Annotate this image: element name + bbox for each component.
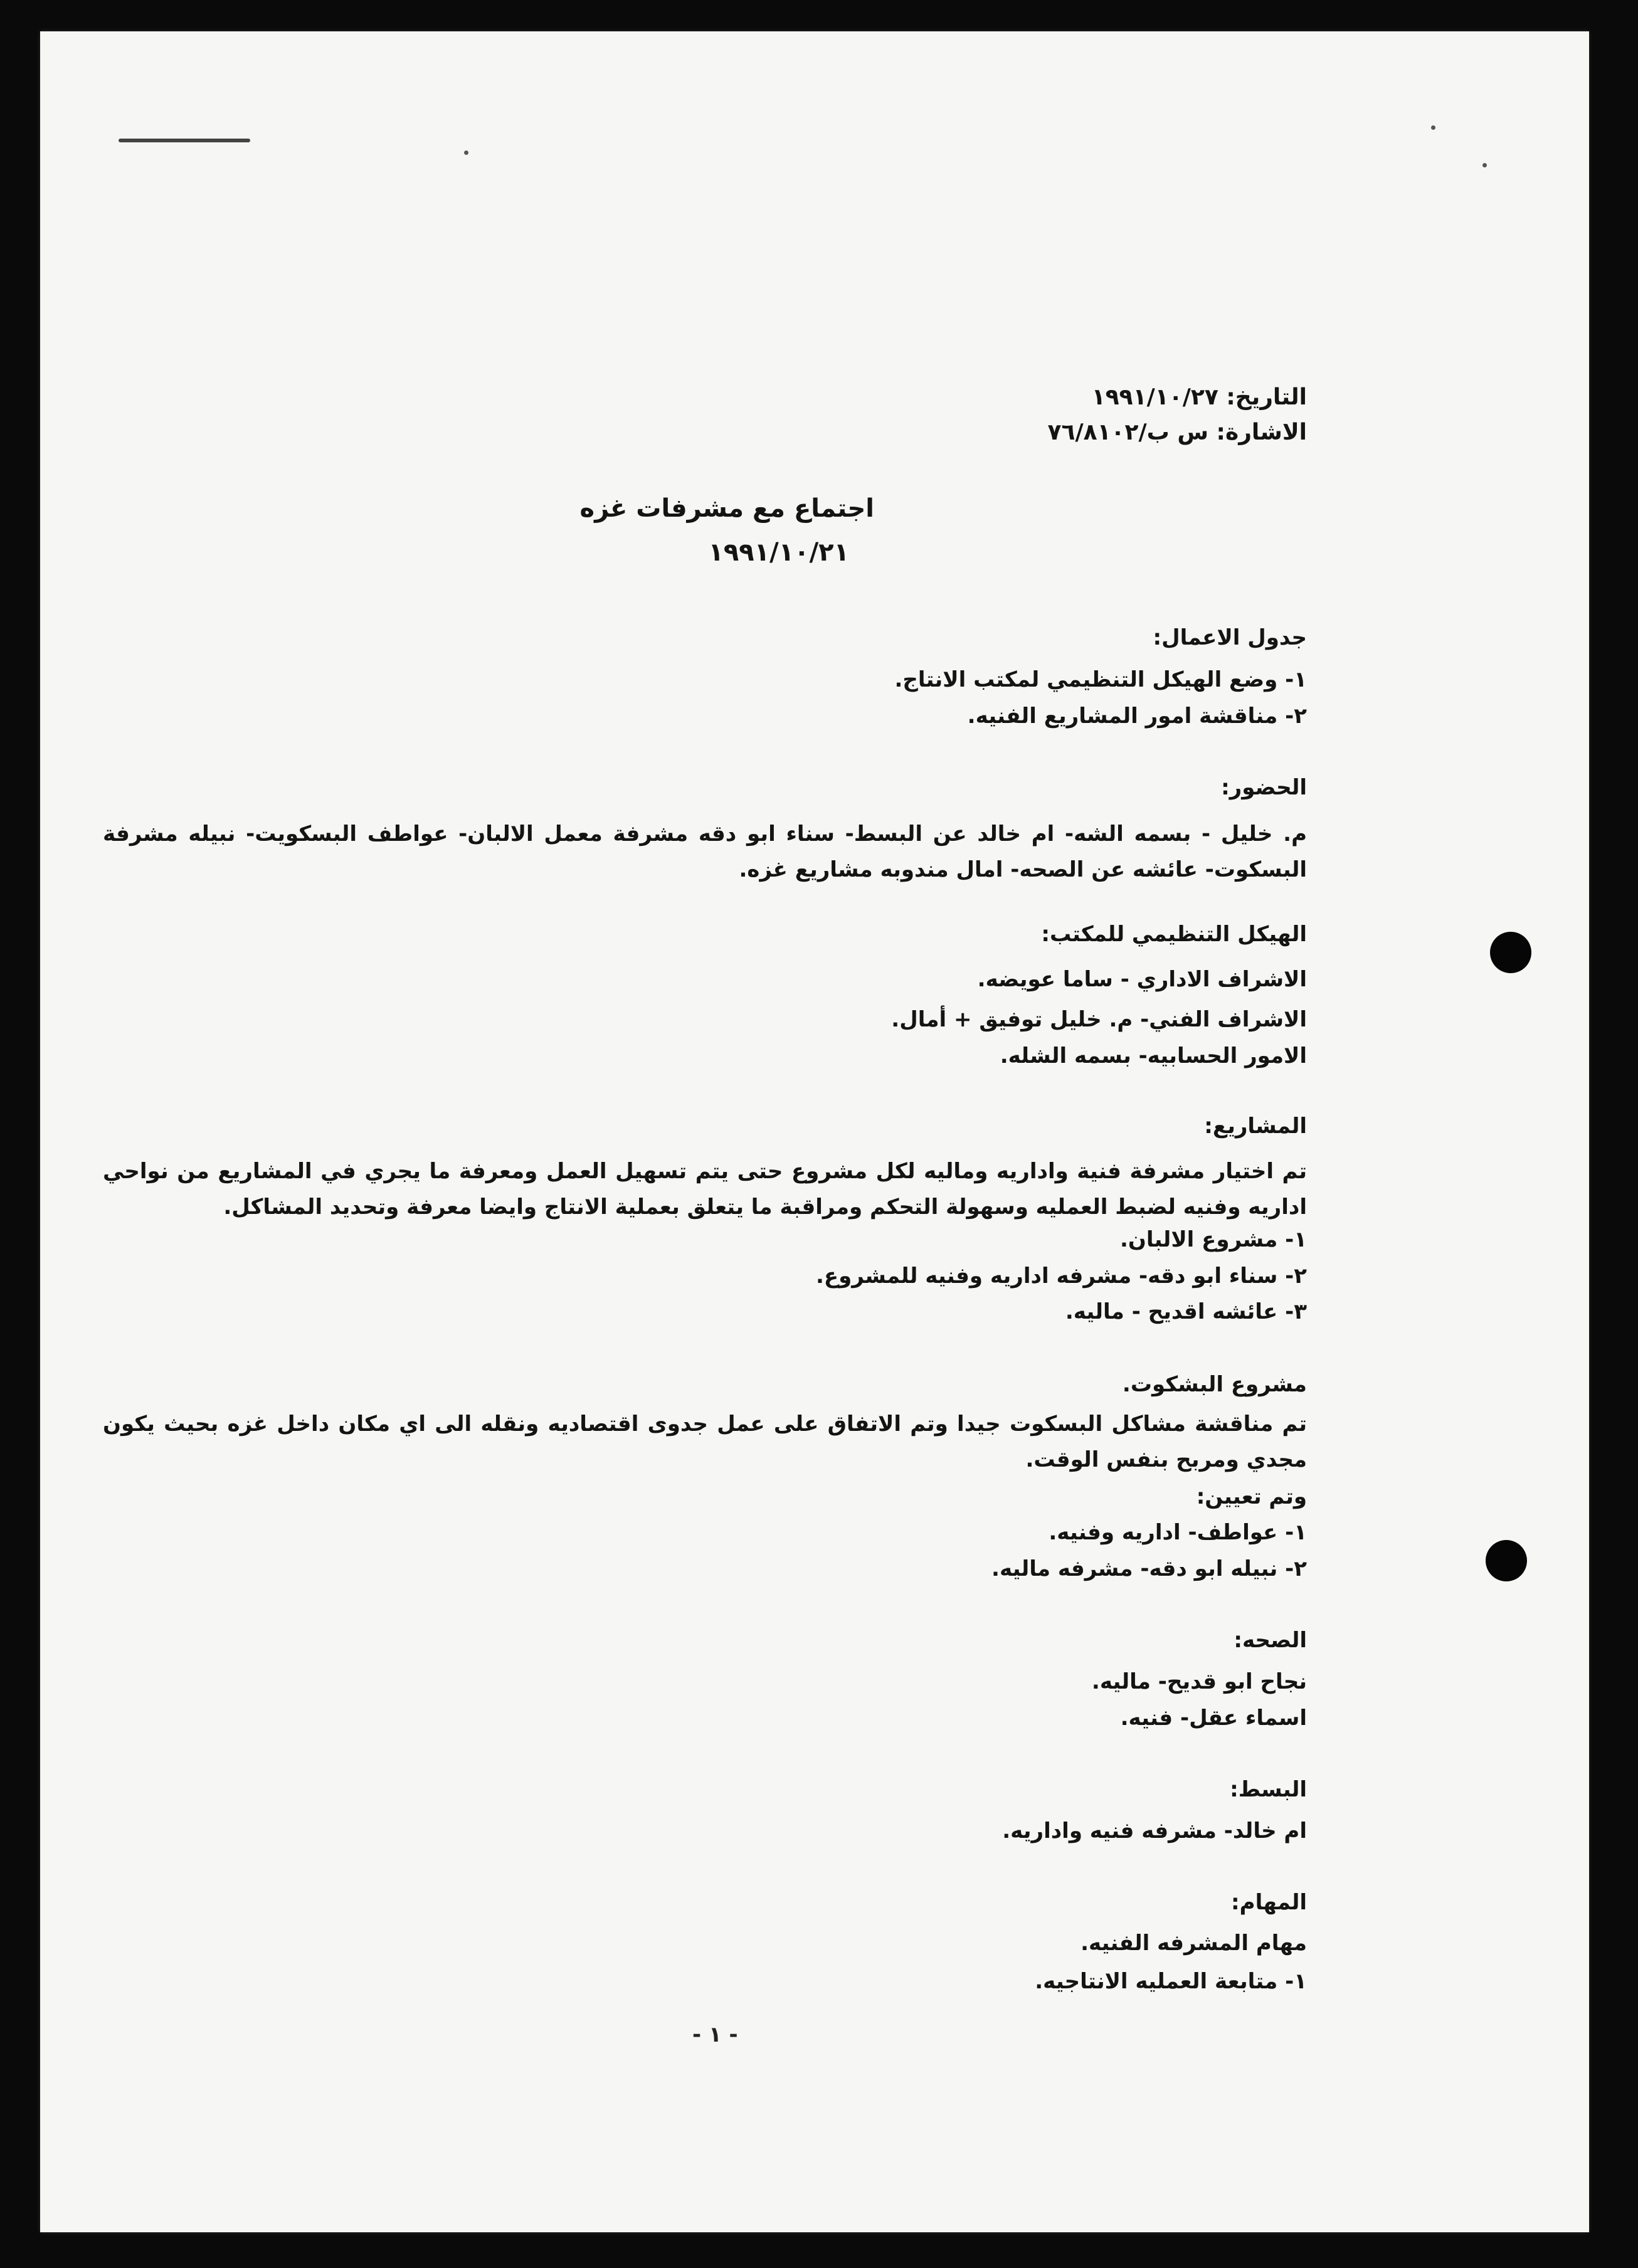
biscuit-heading: مشروع البشكوت. (1122, 1372, 1307, 1397)
speck (1482, 163, 1487, 167)
structure-item: الامور الحسابيه- بسمه الشله. (1000, 1043, 1307, 1068)
meeting-date: ١٩٩١/١٠/٢١ (708, 538, 849, 567)
pen-mark (119, 139, 250, 142)
health-item: نجاح ابو قديح- ماليه. (1091, 1669, 1307, 1694)
page-number: - ١ - (692, 2022, 738, 2047)
structure-item: الاشراف الاداري - ساما عويضه. (977, 967, 1307, 992)
health-heading: الصحه: (1234, 1628, 1307, 1653)
projects-heading: المشاريع: (1204, 1114, 1307, 1139)
punch-hole (1486, 1540, 1527, 1581)
agenda-item: ٢- مناقشة امور المشاريع الفنيه. (967, 704, 1307, 729)
agenda-item: ١- وضع الهيكل التنظيمي لمكتب الانتاج. (894, 667, 1307, 692)
carpet-heading: البسط: (1230, 1777, 1307, 1802)
tasks-item: مهام المشرفه الفنيه. (1081, 1931, 1307, 1956)
tasks-heading: المهام: (1231, 1890, 1307, 1915)
projects-item: ٢- سناء ابو دقه- مشرفه اداريه وفنيه للمشروع. (815, 1263, 1307, 1289)
agenda-heading: جدول الاعمال: (1153, 625, 1307, 650)
attendance-text: م. خليل - بسمه الشه- ام خالد عن البسط- سناء ابو دقه مشرفة معمل الالبان- عواطف البسكويت- نبيله مشرفة البسكوت- عائشه عن الصحه- امال مندوبه مشاريع غزه. (103, 821, 1307, 882)
attendance-heading: الحضور: (1221, 775, 1307, 800)
speck (464, 150, 468, 155)
carpet-item: ام خالد- مشرفه فنيه واداريه. (1002, 1818, 1307, 1843)
structure-item: الاشراف الفني- م. خليل توفيق + أمال. (891, 1007, 1307, 1032)
biscuit-appointed: وتم تعيين: (1196, 1484, 1307, 1509)
reference-line: الاشارة: س ب/٧٦/٨١٠٢ (1047, 419, 1307, 445)
document-page (40, 31, 1589, 2232)
biscuit-item: ١- عواطف- اداريه وفنيه. (1049, 1520, 1307, 1545)
tasks-item: ١- متابعة العمليه الانتاجيه. (1035, 1969, 1307, 1994)
biscuit-text: تم مناقشة مشاكل البسكوت جيدا وتم الاتفاق على عمل جدوى اقتصاديه ونقله الى اي مكان داخل غزه بحيث يكون مجدي ومربح بنفس الوقت. (103, 1411, 1307, 1472)
health-item: اسماء عقل- فنيه. (1120, 1706, 1307, 1731)
projects-item: ٣- عائشه اقديح - ماليه. (1065, 1299, 1307, 1324)
punch-hole (1490, 932, 1531, 973)
projects-item: ١- مشروع الالبان. (1119, 1227, 1307, 1252)
projects-text: تم اختيار مشرفة فنية واداريه وماليه لكل مشروع حتى يتم تسهيل العمل ومعرفة ما يجري في المشاريع من نواحي اداريه وفنيه لضبط العمليه وسهولة التحكم ومراقبة ما يتعلق بعملية الانتاج وايضا معرفة وتحديد المشاكل. (103, 1159, 1307, 1220)
structure-heading: الهيكل التنظيمي للمكتب: (1041, 922, 1307, 947)
meeting-title: اجتماع مع مشرفات غزه (579, 494, 874, 523)
speck (1431, 125, 1435, 130)
date-line: التاريخ: ١٩٩١/١٠/٢٧ (1091, 384, 1307, 410)
biscuit-item: ٢- نبيله ابو دقه- مشرفه ماليه. (991, 1556, 1307, 1581)
